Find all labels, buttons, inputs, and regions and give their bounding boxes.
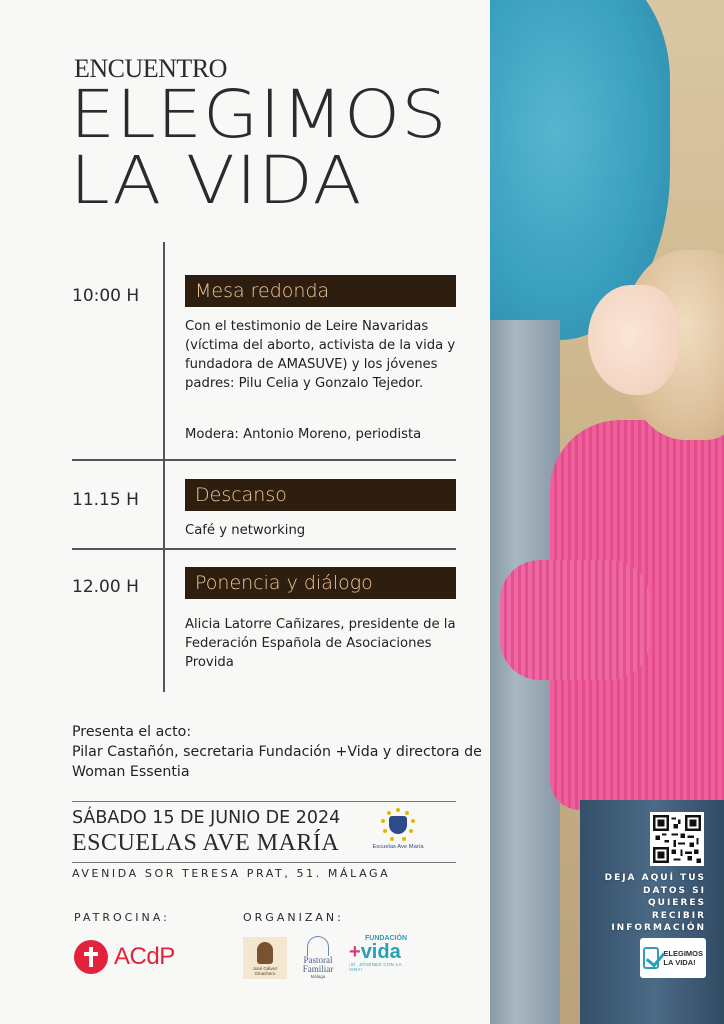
girl-sleeve-shape: [500, 560, 650, 680]
presenter-label: Presenta el acto:: [72, 724, 192, 740]
schedule-divider: [72, 548, 456, 550]
organizer-name: vida: [360, 941, 401, 963]
venue-divider: [72, 801, 456, 802]
organizer-logo-fundacion-vida: [349, 935, 413, 981]
escuelas-ave-maria-logo: [368, 808, 428, 850]
portrait-icon: [257, 942, 273, 964]
schedule-heading: Mesa redonda: [185, 275, 456, 307]
schedule-time: 12.00 H: [72, 577, 139, 597]
event-date: SÁBADO 15 DE JUNIO DE 2024: [72, 808, 341, 828]
organizer-caption: José Gálvez Ginachero: [252, 966, 278, 976]
organizer-tagline: ¡SÍ, JÓVENES CON LA VIDA!: [349, 962, 402, 972]
cross-icon: [74, 940, 108, 974]
schedule-description: Café y networking: [185, 523, 306, 538]
title-line-1: ELEGIMOS: [70, 76, 448, 153]
organizer-logo-pastoral-familiar: [297, 936, 339, 980]
checkmark-icon: [643, 947, 659, 969]
qr-caption: DEJA AQUÍ TUS DATOS SI QUIERES RECIBIR INFORMACIÓN: [604, 873, 706, 933]
acdp-name: ACdP: [114, 943, 175, 970]
qr-code-icon: [653, 815, 701, 863]
schedule-divider-vertical: [163, 242, 165, 692]
event-venue: ESCUELAS AVE MARÍA: [72, 830, 340, 856]
schedule-time: 11.15 H: [72, 490, 139, 510]
crest-icon: [381, 808, 415, 842]
organizer-sub: Málaga: [310, 974, 326, 979]
page-title: [70, 76, 448, 219]
organizers-label: ORGANIZAN:: [243, 911, 344, 924]
corner-logo-line1: ELEGIMOS: [663, 949, 703, 958]
organizer-top: FUNDACIÓN: [365, 935, 407, 942]
organizer-name-line2: Familiar: [302, 964, 334, 974]
school-logo-label: Escuelas Ave María: [372, 844, 424, 850]
event-address: AVENIDA SOR TERESA PRAT, 51. MÁLAGA: [72, 867, 391, 880]
schedule-divider: [72, 459, 456, 461]
elegimos-la-vida-logo: [640, 938, 706, 978]
venue-divider: [72, 862, 456, 863]
schedule-description: Con el testimonio de Leire Navaridas (víctima del aborto, activista de la vida y fundadora de AMASUVE) y los jóvenes padres: Pilu Celia y Gonzalo Tejedor.: [185, 319, 456, 391]
title-line-2: LA VIDA: [70, 142, 363, 219]
qr-code[interactable]: [650, 812, 704, 866]
acdp-logo: [74, 940, 175, 974]
organizer-logo-ginachero: [243, 937, 287, 979]
schedule-heading: Descanso: [185, 479, 456, 511]
church-icon: [307, 936, 329, 956]
corner-logo-line2: LA VIDA!: [663, 958, 696, 967]
plus-icon: +: [349, 941, 361, 963]
hero-photo: [490, 0, 724, 1024]
schedule-description: Alicia Latorre Cañizares, presidente de la Federación Española de Asociaciones Provida: [185, 617, 456, 670]
presenter-block: [72, 722, 482, 782]
girl-face-shape: [588, 285, 678, 395]
schedule-heading: Ponencia y diálogo: [185, 567, 456, 599]
presenter-text: Pilar Castañón, secretaria Fundación +Vida y directora de Woman Essentia: [72, 744, 482, 780]
schedule-time: 10:00 H: [72, 286, 140, 306]
event-eyebrow: ENCUENTRO: [74, 54, 227, 83]
sponsor-label: PATROCINA:: [74, 911, 170, 924]
organizer-name-line1: Pastoral: [303, 955, 333, 965]
schedule-moderator: Modera: Antonio Moreno, periodista: [185, 427, 422, 442]
